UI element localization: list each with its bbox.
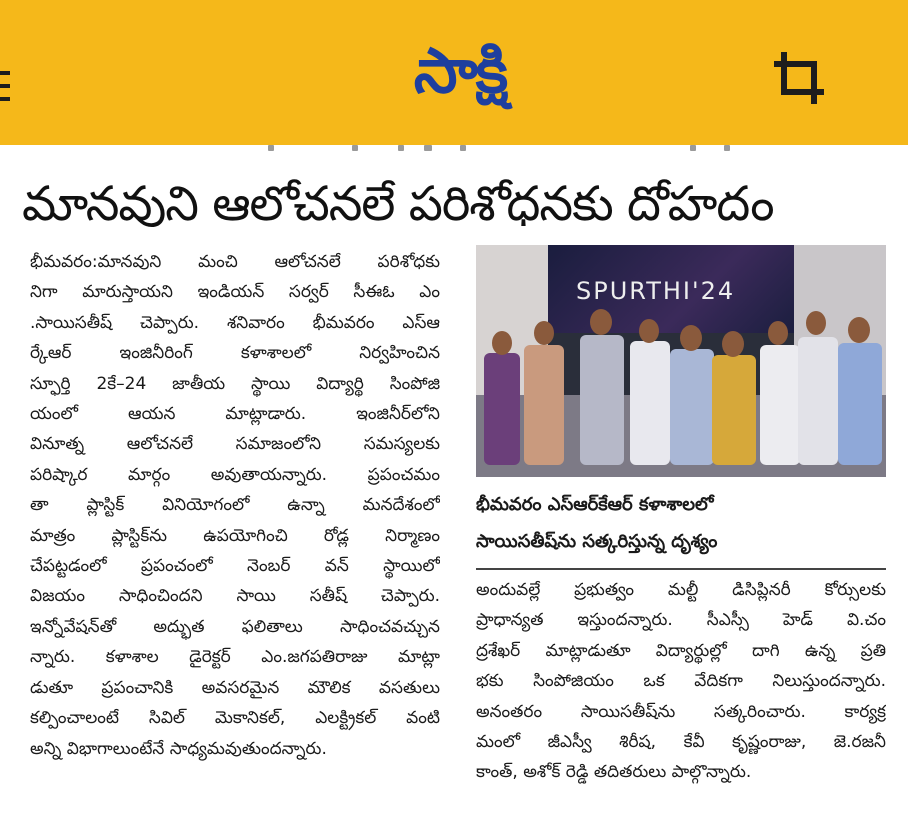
body-line: ర్కేఆర్ ఇంజినీరింగ్ కళాశాలలో నిర్వహించిన xyxy=(30,343,440,364)
person xyxy=(760,345,800,465)
person xyxy=(524,345,564,465)
person xyxy=(798,337,838,465)
body-line: ద్రశేఖర్ మాట్లాడుతూ విద్యార్థుల్లో దాగి ఉన్న ప్రతి xyxy=(476,640,886,661)
body-line: మాత్రం ప్లాస్టిక్‌ను ఉపయోగించి రోడ్ల నిర్మాణం xyxy=(30,525,440,546)
body-line: తా ప్లాస్టిక్ వినియోగంలో ఉన్నా మనదేశంలో xyxy=(30,495,440,516)
body-line: డుతూ ప్రపంచానికి అవసరమైన మౌలిక వసతులు xyxy=(30,677,440,698)
caption-divider xyxy=(476,568,886,570)
article-headline: మానవుని ఆలోచనలే పరిశోధనకు దోహదం xyxy=(22,176,774,232)
body-line: .సాయిసతీష్ చెప్పారు. శనివారం భీమవరం ఎస్ఆ xyxy=(30,312,440,333)
article-photo xyxy=(476,245,886,477)
body-line: ప్రాధాన్యత ఇస్తుందన్నారు. సీఎస్సీ హెడ్ వి.చం xyxy=(476,610,886,631)
body-line: న్నారు. కళాశాల డైరెక్టర్ ఎం.జగపతిరాజు మాట్లా xyxy=(30,647,440,668)
newspaper-logo: సాక్షి xyxy=(413,34,507,107)
body-line: అందువల్లే ప్రభుత్వం మల్టీ డిసిప్లినరీ కోర్సులకు xyxy=(476,580,886,600)
person xyxy=(838,343,882,465)
person xyxy=(630,341,670,465)
body-line: మంలో జీఎస్వీ శిరీష, కేవీ కృష్ణంరాజు, జె.రజనీ xyxy=(476,732,886,753)
event-banner-text: SPURTHI'24 xyxy=(576,277,736,305)
article-body-left xyxy=(30,247,440,764)
article-body-right xyxy=(476,575,886,788)
body-line: కాంత్, అశోక్ రెడ్డి తదితరులు పాల్గొన్నారు. xyxy=(476,762,752,783)
body-line: స్ఫూర్తి 2కే–24 జాతీయ స్థాయి విద్యార్థి సింపోజి xyxy=(30,373,440,394)
body-line: నిగా మారుస్తాయని ఇండియన్ సర్వర్ సీఈఓ ఎం xyxy=(30,282,440,303)
person xyxy=(484,353,520,465)
person-head xyxy=(639,319,659,343)
person-head xyxy=(534,321,554,345)
body-line: యంలో ఆయన మాట్లాడారు. ఇంజినీర్‌లోని xyxy=(30,404,440,425)
cropped-text-strip xyxy=(0,145,908,155)
person-head xyxy=(806,311,826,335)
person-head xyxy=(722,331,744,357)
body-line: ఇన్నోవేషన్‌తో అద్భుత ఫలితాలు సాధించవచ్చున xyxy=(30,616,440,637)
body-line: కల్పించాలంటే సివిల్ మెకానికల్, ఎలక్ట్రికల్ వంటి xyxy=(30,708,440,729)
body-line: భకు సింపోజియం ఒక వేదికగా నిలుస్తుందన్నారు. xyxy=(476,671,886,692)
caption-line: భీమవరం ఎస్ఆర్‌కేఆర్ కళాశాలలో xyxy=(476,494,714,515)
person xyxy=(580,335,624,465)
photo-caption xyxy=(476,486,886,560)
hamburger-menu-icon[interactable] xyxy=(0,71,10,103)
body-line: అనంతరం సాయిసతీష్‌ను సత్కరించారు. కార్యక్ర xyxy=(476,701,886,722)
body-line: పరిష్కార మార్గం అవుతాయన్నారు. ప్రపంచమం xyxy=(30,464,440,485)
person-head xyxy=(492,331,512,355)
body-line: విజయం సాధించిందని సాయి సతీష్ చెప్పారు. xyxy=(30,586,440,607)
person-head xyxy=(848,317,870,343)
person-head xyxy=(768,321,788,345)
person xyxy=(670,349,714,465)
person-head xyxy=(680,325,702,351)
crop-icon[interactable] xyxy=(770,48,830,108)
body-line: వినూత్న ఆలోచనలే సమాజంలోని సమస్యలకు xyxy=(30,434,440,455)
caption-line: సాయిసతీష్‌ను సత్కరిస్తున్న దృశ్యం xyxy=(476,531,718,552)
body-line: అన్ని విభాగాలుంటేనే సాధ్యమవుతుందన్నారు. xyxy=(30,738,327,759)
masthead xyxy=(0,0,908,145)
body-line: భీమవరం:మానవుని మంచి ఆలోచనలే పరిశోధకు xyxy=(30,252,440,272)
body-line: చేపట్టడంలో ప్రపంచంలో నెంబర్ వన్ స్థాయిలో xyxy=(30,556,440,577)
person-head xyxy=(590,309,612,335)
person xyxy=(712,355,756,465)
